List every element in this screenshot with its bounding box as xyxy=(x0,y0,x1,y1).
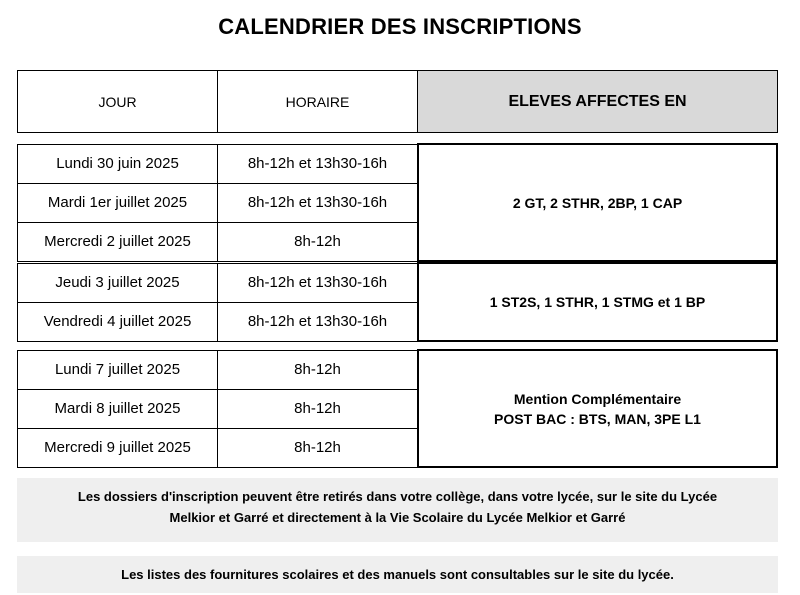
hours-cell: 8h-12h xyxy=(218,222,419,261)
page-title: CALENDRIER DES INSCRIPTIONS xyxy=(218,14,582,39)
hours-cell: 8h-12h xyxy=(218,428,419,467)
note-line: Les listes des fournitures scolaires et des manuels sont consultables sur le site du lycée. xyxy=(121,567,674,582)
fournitures-note xyxy=(17,556,778,593)
schedule-group-3 xyxy=(17,349,778,468)
dossiers-note xyxy=(17,478,778,542)
hours-cell: 8h-12h et 13h30-16h xyxy=(218,302,419,341)
schedule-group-2 xyxy=(17,262,778,342)
assigned-cell xyxy=(418,263,777,341)
header-row xyxy=(18,71,778,133)
hours-cell: 8h-12h et 13h30-16h xyxy=(218,144,419,183)
assigned-line: POST BAC : BTS, MAN, 3PE L1 xyxy=(494,410,701,427)
header-assigned: ELEVES AFFECTES EN xyxy=(418,71,778,133)
assigned-cell xyxy=(418,350,777,467)
day-cell: Lundi 7 juillet 2025 xyxy=(18,350,218,389)
day-cell: Mardi 1er juillet 2025 xyxy=(18,183,218,222)
day-cell: Vendredi 4 juillet 2025 xyxy=(18,302,218,341)
day-cell: Mercredi 2 juillet 2025 xyxy=(18,222,218,261)
hours-cell: 8h-12h et 13h30-16h xyxy=(218,183,419,222)
assigned-line: 2 GT, 2 STHR, 2BP, 1 CAP xyxy=(512,194,683,211)
day-cell: Jeudi 3 juillet 2025 xyxy=(18,263,218,302)
table-row xyxy=(18,263,778,302)
assigned-line: 1 ST2S, 1 STHR, 1 STMG et 1 BP xyxy=(489,294,706,310)
day-cell: Mercredi 9 juillet 2025 xyxy=(18,428,218,467)
hours-cell: 8h-12h et 13h30-16h xyxy=(218,263,419,302)
header-day: JOUR xyxy=(18,71,218,133)
schedule-group-1 xyxy=(17,143,778,262)
day-cell: Lundi 30 juin 2025 xyxy=(18,144,218,183)
note-line: Melkior et Garré et directement à la Vie Scolaire du Lycée Melkior et Garré xyxy=(169,510,626,525)
table-row xyxy=(18,350,778,389)
header-hours: HORAIRE xyxy=(218,71,418,133)
hours-cell: 8h-12h xyxy=(218,350,419,389)
note-line: Les dossiers d'inscription peuvent être retirés dans votre collège, dans votre lycée, sur le site du Lycée xyxy=(77,489,718,504)
assigned-line: Mention Complémentaire xyxy=(513,390,682,407)
header-table xyxy=(17,70,778,133)
assigned-cell xyxy=(418,144,777,261)
hours-cell: 8h-12h xyxy=(218,389,419,428)
table-row xyxy=(18,144,778,183)
day-cell: Mardi 8 juillet 2025 xyxy=(18,389,218,428)
